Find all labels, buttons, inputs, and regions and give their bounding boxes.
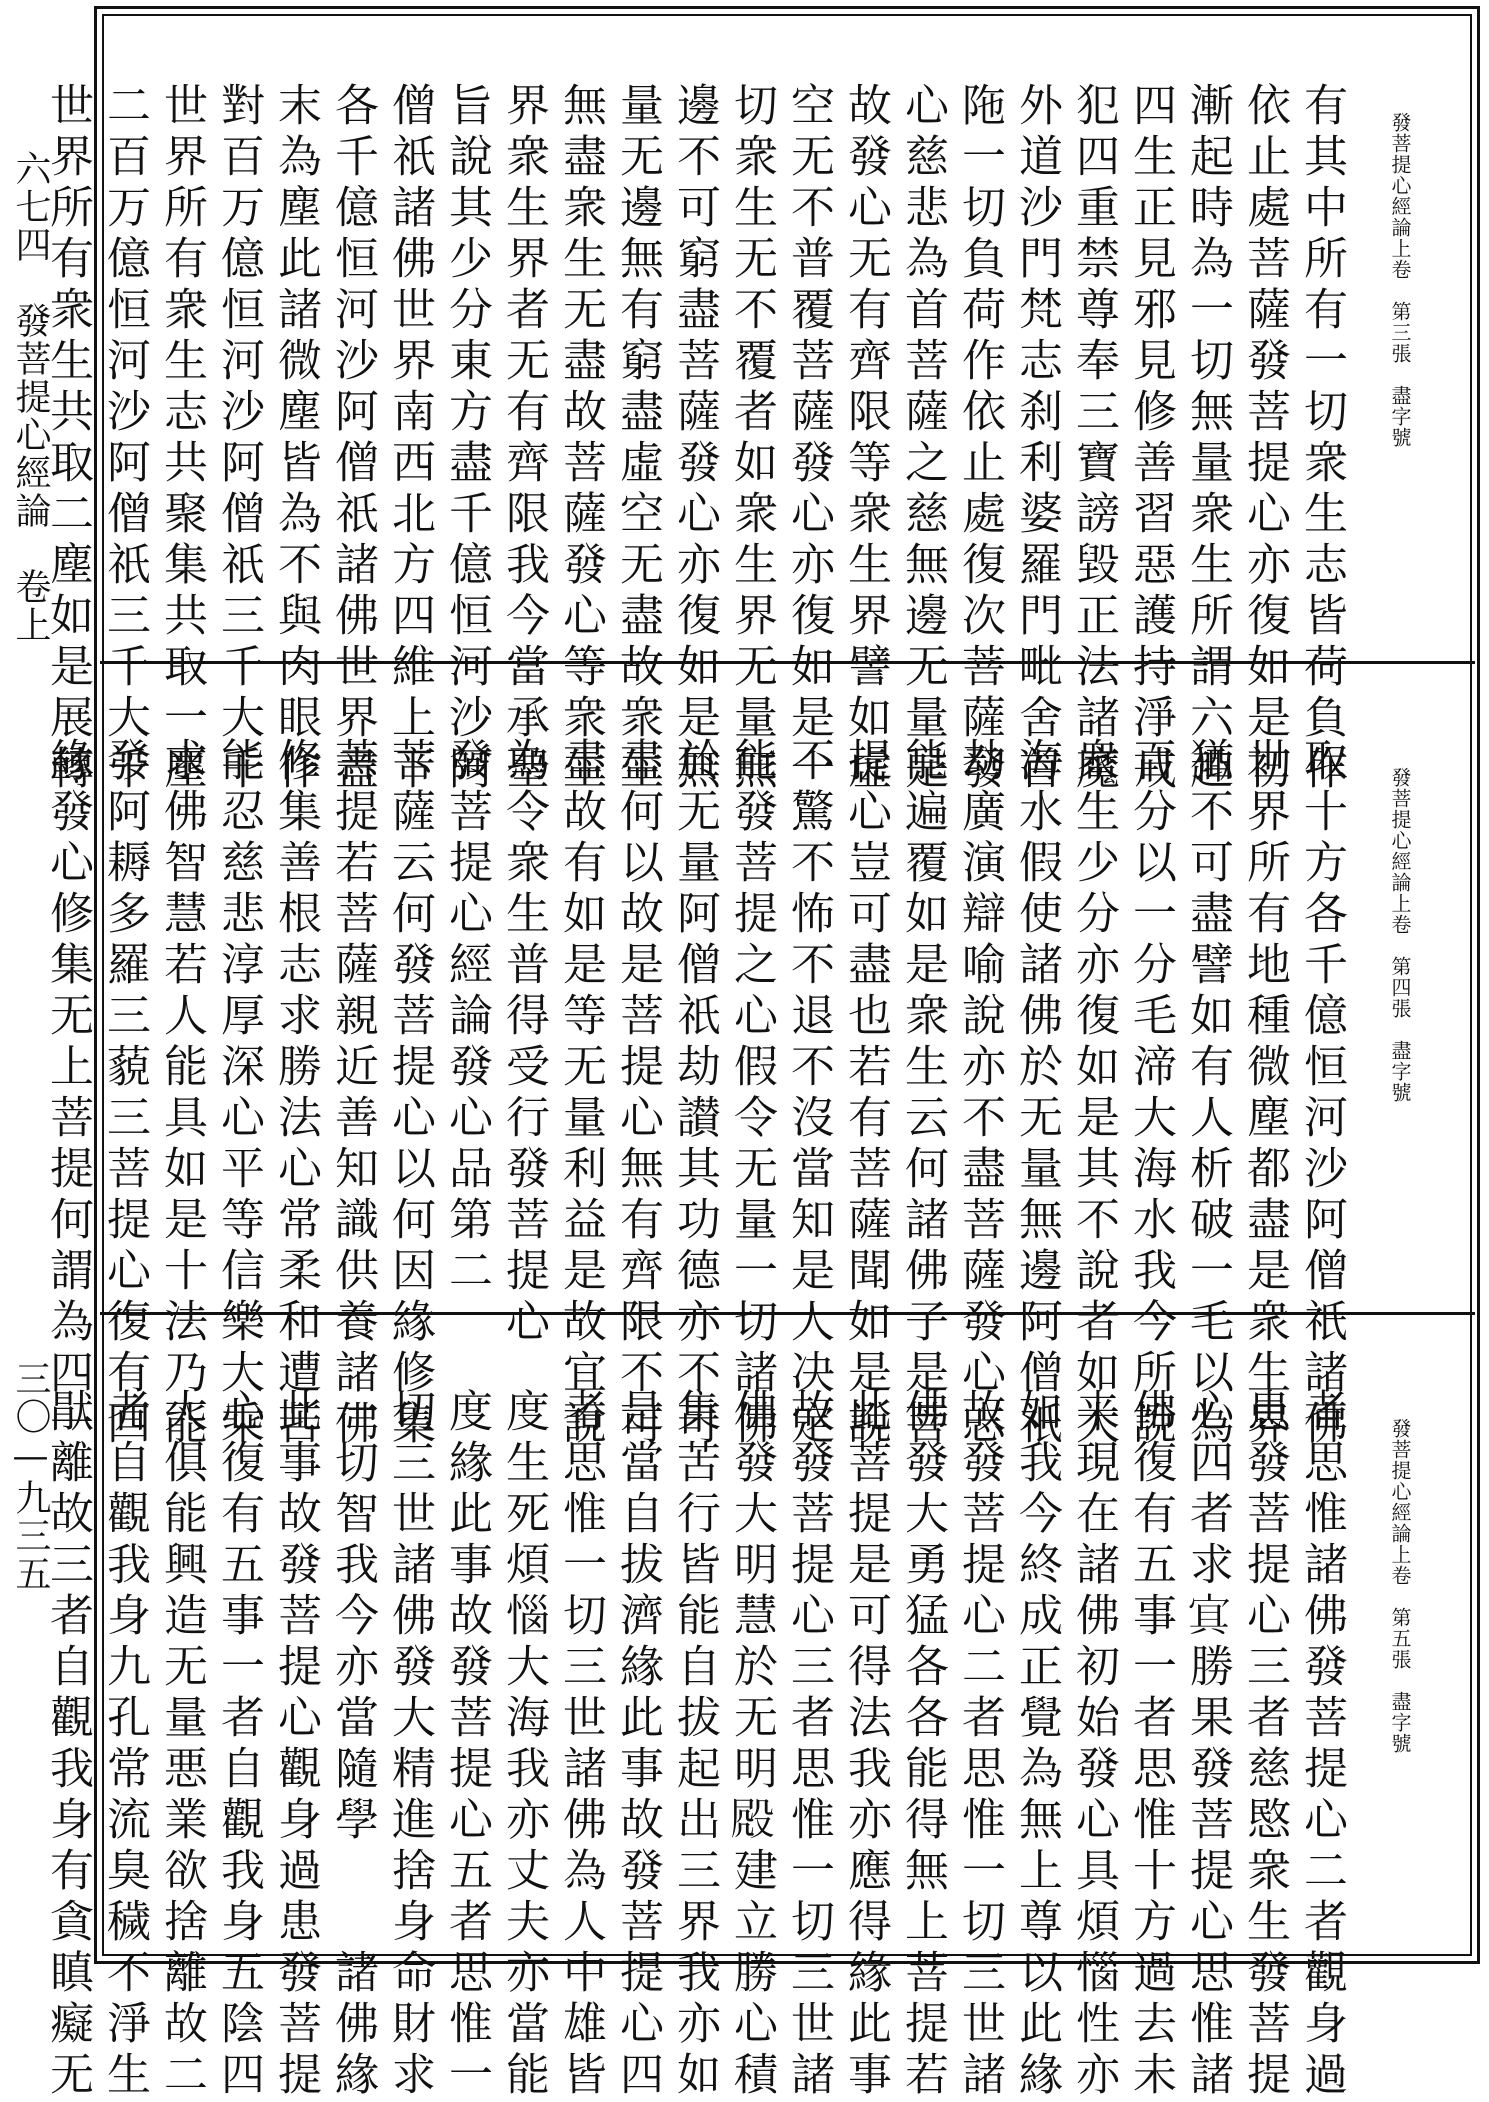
text-columns — [39, 1318, 1350, 2102]
column-text: 患發菩提心三者慈愍衆生發菩提 — [1239, 1388, 1290, 2102]
column-text: 邊不可窮盡菩薩發心亦復如是無 — [669, 82, 720, 796]
chapter-heading-column — [438, 667, 495, 1312]
text-column — [1065, 667, 1122, 1451]
column-text: 海水假使諸佛於无量無邊阿僧祇 — [1011, 737, 1062, 1451]
text-column — [951, 667, 1008, 1451]
text-column — [324, 667, 381, 1451]
text-column — [1008, 12, 1065, 796]
text-column — [381, 12, 438, 796]
text-column — [96, 667, 153, 1451]
column-text: 空无不普覆菩薩發心亦復如是一 — [783, 82, 834, 796]
column-text: 盡何以故是菩提心無有齊限不可 — [612, 737, 663, 1451]
text-column — [894, 667, 951, 1451]
column-text: 度緣此事故發菩提心五者思惟一 — [441, 1388, 492, 2102]
text-column — [153, 667, 210, 1451]
text-column — [780, 12, 837, 796]
column-text: 来現在諸佛初始發心具煩惱性亦 — [1068, 1388, 1119, 2102]
text-column — [210, 12, 267, 796]
text-column — [951, 12, 1008, 796]
column-text: 猒離故三者自觀我身有貪瞋癡无 — [42, 1388, 93, 2102]
text-column — [552, 12, 609, 796]
text-column — [438, 12, 495, 796]
column-text: 對百万億恒河沙阿僧祇三千大千 — [213, 82, 264, 796]
column-text: 盡故有如是等无量利益是故宜說 — [555, 737, 606, 1451]
column-text: 是當自拔濟緣此事故發菩提心四 — [612, 1388, 663, 2102]
column-text: 切衆生无不覆者如衆生界无量無 — [726, 82, 777, 796]
column-text: 世界所有衆生共取二塵如是展轉 — [42, 82, 93, 796]
text-column — [153, 1318, 210, 2102]
column-text: 者自觀我身九孔常流臭穢不淨生 — [99, 1388, 150, 2102]
column-text: 世界所有衆生志共聚集共取一塵 — [156, 82, 207, 796]
text-column — [1293, 12, 1350, 796]
text-column — [723, 1318, 780, 2102]
column-text: 心四者求𡨋勝果發菩提心思惟諸 — [1182, 1388, 1233, 2102]
text-column — [837, 12, 894, 796]
text-column — [1293, 667, 1350, 1451]
column-text: 菩提若菩薩親近善知識供養諸佛 — [327, 737, 378, 1451]
column-text: 於无量阿僧祇劫讃其功德亦不可 — [669, 737, 720, 1451]
text-column — [609, 12, 666, 796]
text-column — [837, 667, 894, 1451]
column-text: 漸起時為一切無量衆生所謂六趣 — [1182, 82, 1233, 796]
column-text: 僧祇諸佛世界南西北方四維上下 — [384, 82, 435, 796]
text-panel-bottom — [42, 1318, 1475, 2102]
text-column — [609, 1318, 666, 2102]
text-column — [780, 667, 837, 1451]
text-column — [210, 667, 267, 1451]
text-column — [495, 1318, 552, 2102]
column-text: 緣發心修集无上菩提何謂為四一 — [42, 737, 93, 1451]
text-column — [723, 12, 780, 796]
chapter-heading: 發菩提心經論發心品第二 — [441, 737, 492, 1298]
text-column — [1065, 12, 1122, 796]
margin-page-number: 三〇—九三五 — [10, 1360, 51, 1593]
column-text: 不驚不怖不退不沒當知是人决定 — [783, 737, 834, 1451]
text-column — [780, 1318, 837, 2102]
column-text: 集苦行皆能自拔起出三界我亦如 — [669, 1388, 720, 2102]
column-text: 為令衆生普得受行發菩提心 — [498, 737, 549, 1349]
text-panel-top — [42, 12, 1475, 796]
text-column — [951, 1318, 1008, 2102]
text-column — [267, 667, 324, 1451]
column-text: 一切智我今亦當隨學 諸佛緣 — [327, 1388, 378, 2102]
column-text: 犯四重禁尊奉三寶謗毀正法諸魔 — [1068, 82, 1119, 796]
column-text: 切三世諸佛發大精進捨身命財求 — [384, 1388, 435, 2102]
text-columns — [39, 667, 1350, 1451]
text-column — [267, 12, 324, 796]
text-column — [723, 667, 780, 1451]
panel-side-label: 發菩提心經論上卷 第四張 盡字號 — [1388, 767, 1412, 1103]
text-column — [1236, 667, 1293, 1451]
column-text: 界衆生界者无有齊限我今當承聖 — [498, 82, 549, 796]
text-column — [96, 1318, 153, 2102]
text-column — [1179, 667, 1236, 1451]
text-columns — [39, 12, 1350, 796]
text-column — [495, 12, 552, 796]
column-text: 衆生少分亦復如是其不說者如大 — [1068, 737, 1119, 1451]
text-column — [1122, 667, 1179, 1451]
column-text: 故發菩提心二者思惟一切三世諸 — [954, 1388, 1005, 2102]
column-text: 有其中所有一切衆生志皆荷負作 — [1296, 82, 1347, 796]
text-column — [1065, 1318, 1122, 2102]
column-text: 佛發大勇猛各各能得無上菩提若 — [897, 1388, 948, 2102]
column-text: 劫廣演辯喻說亦不盡菩薩發心志 — [954, 737, 1005, 1451]
text-column — [324, 1318, 381, 2102]
column-text: 度生死煩惱大海我亦丈夫亦當能 — [498, 1388, 549, 2102]
column-text: 故發菩提心三者思惟一切三世諸 — [783, 1388, 834, 2102]
column-text: 此事故發菩提心觀身過患發菩提 — [270, 1388, 321, 2102]
panel-side-label: 發菩提心經論上卷 第三張 盡字號 — [1388, 112, 1412, 448]
text-column — [438, 1318, 495, 2102]
text-column — [381, 667, 438, 1451]
text-column — [1008, 1318, 1065, 2102]
text-column — [609, 667, 666, 1451]
column-text: 心復有五事一者自觀我身五陰四 — [213, 1388, 264, 2102]
column-text: 各千億恒河沙阿僧祇諸佛世界盡 — [327, 82, 378, 796]
text-column — [96, 12, 153, 796]
text-column — [381, 1318, 438, 2102]
column-text: 量无邊無有窮盡虛空无盡故衆生 — [612, 82, 663, 796]
column-text: 四生正見邪見修善習惡護持淨戒 — [1125, 82, 1176, 796]
column-text: 末為塵此諸微塵皆為不與肉眼作 — [270, 82, 321, 796]
text-column — [1179, 1318, 1236, 2102]
column-text: 取十方各千億恒河沙阿僧祇諸佛 — [1296, 737, 1347, 1451]
text-column — [666, 1318, 723, 2102]
text-column — [1122, 1318, 1179, 2102]
column-text: 故發心无有齊限等衆生界譬如虛 — [840, 82, 891, 796]
text-column — [894, 12, 951, 796]
column-text: 世界所有地種微塵都盡是衆生界 — [1239, 737, 1290, 1451]
text-column — [1236, 12, 1293, 796]
column-text: 修集善根志求勝法心常柔和遭苦 — [270, 737, 321, 1451]
column-text: 者思惟諸佛發菩提心二者觀身過 — [1296, 1388, 1347, 2102]
column-text: 能發菩提之心假令无量一切諸佛 — [726, 737, 777, 1451]
text-column — [1236, 1318, 1293, 2102]
text-column — [39, 667, 96, 1451]
text-column — [210, 1318, 267, 2102]
text-column — [39, 12, 96, 796]
text-column — [552, 1318, 609, 2102]
column-text: 依止處菩薩發菩提心亦復如是初 — [1239, 82, 1290, 796]
text-column — [837, 1318, 894, 2102]
column-text: 心慈悲為首菩薩之慈無邊无量是 — [897, 82, 948, 796]
text-column — [153, 12, 210, 796]
column-text: 求佛智慧若人能具如是十法乃能 — [156, 737, 207, 1451]
panel-side-label: 發菩提心經論上卷 第五張 盡字號 — [1388, 1418, 1412, 1754]
text-column — [1122, 12, 1179, 796]
column-text: 大俱能興造无量悪業欲捨離故二 — [156, 1388, 207, 2102]
text-column — [894, 1318, 951, 2102]
text-column — [1008, 667, 1065, 1451]
column-text: 猶不可盡譬如有人析破一毛以為 — [1182, 737, 1233, 1451]
text-column — [666, 667, 723, 1451]
text-column — [324, 12, 381, 796]
text-column — [552, 667, 609, 1451]
column-text: 外道沙門梵志刹利婆羅門毗舍首 — [1011, 82, 1062, 796]
column-text: 二百万億恒河沙阿僧祇三千大千 — [99, 82, 150, 796]
column-text: 能忍慈悲淳厚深心平等信樂大乘 — [213, 737, 264, 1451]
column-text: 佛復有五事一者思惟十方過去未 — [1125, 1388, 1176, 2102]
column-text: 者思惟一切三世諸佛為人中雄皆 — [555, 1388, 606, 2102]
column-text: 能遍覆如是衆生云何諸佛子是菩 — [897, 737, 948, 1451]
text-column — [495, 667, 552, 1349]
text-column — [1293, 1318, 1350, 2102]
column-text: 百分以一分毛渧大海水我今所說 — [1125, 737, 1176, 1451]
text-column — [1179, 12, 1236, 796]
column-text: 無盡衆生无盡故菩薩發心等衆生 — [555, 82, 606, 796]
text-column — [267, 1318, 324, 2102]
column-text: 此菩提是可得法我亦應得緣此事 — [840, 1388, 891, 2102]
margin-header-label: 六七四 發菩提心經論 卷上 — [10, 150, 51, 644]
column-text: 如我今終成正覺為無上尊以此緣 — [1011, 1388, 1062, 2102]
column-text: 發阿耨多羅三藐三菩提心復有四 — [99, 737, 150, 1451]
column-text: 提心豈可盡也若有菩薩聞如是說 — [840, 737, 891, 1451]
column-text: 佛發大明慧於无明𣪍建立勝心積 — [726, 1388, 777, 2102]
column-text: 菩薩云何發菩提心以何因緣修集 — [384, 737, 435, 1451]
column-text: 陁一切負荷作依止處復次菩薩發 — [954, 82, 1005, 796]
text-column — [39, 1318, 96, 2102]
text-panel-middle — [42, 667, 1475, 1451]
text-column — [666, 12, 723, 796]
column-text: 旨說其少分東方盡千億恒河沙阿 — [441, 82, 492, 796]
